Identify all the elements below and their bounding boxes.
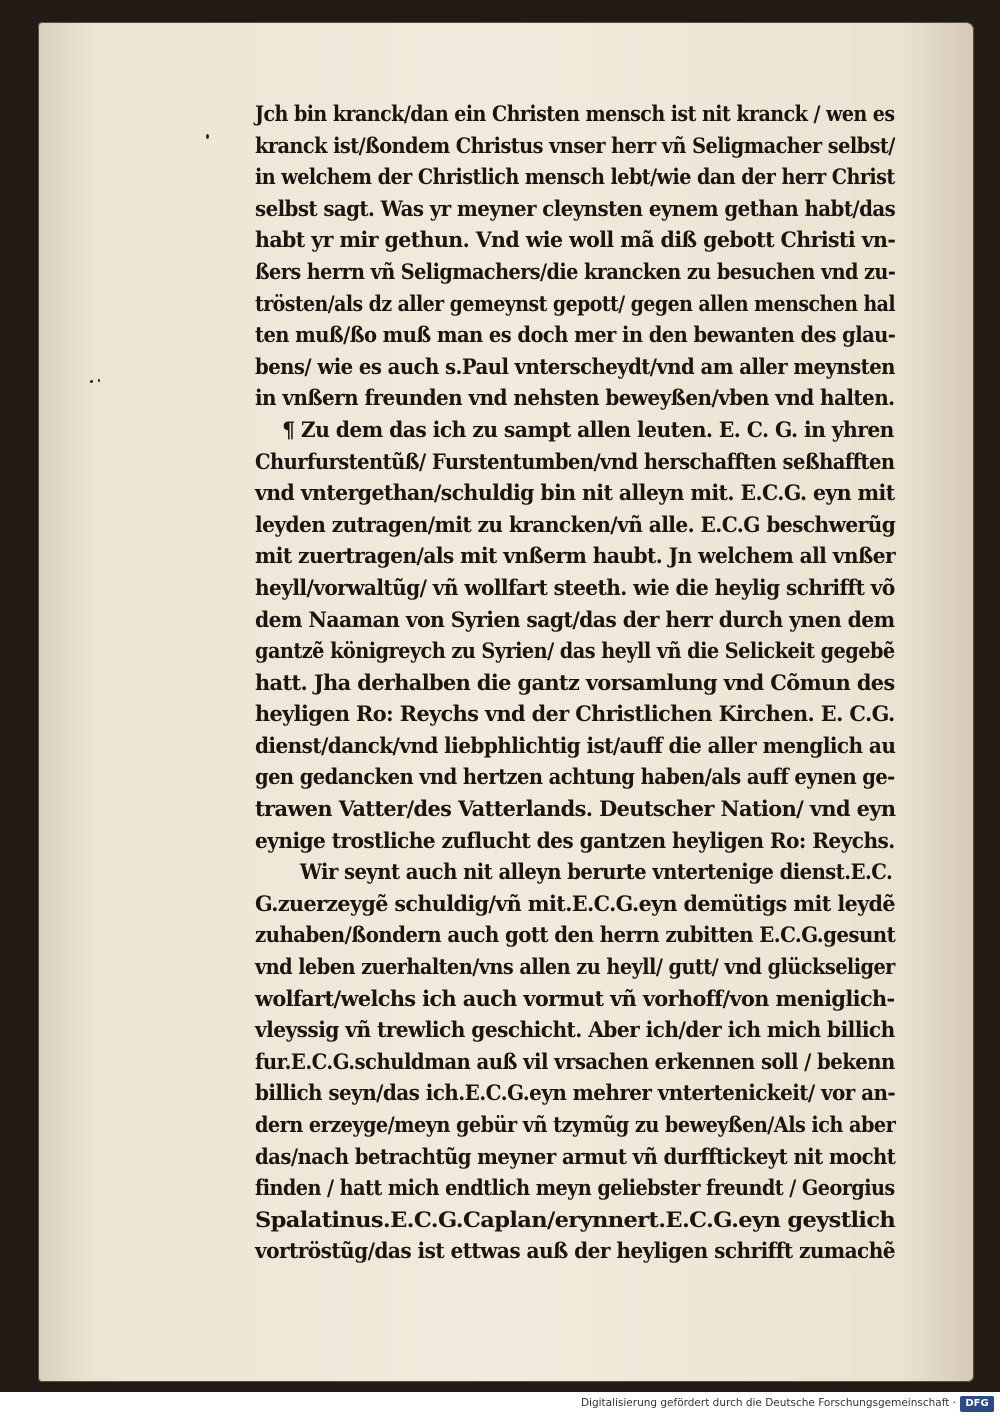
page-text — [255, 98, 895, 1267]
text-line: bens/ wie es auch s.Paul vnterscheydt/vnd am aller meynsten — [255, 353, 895, 379]
text-line: dienst/danck/vnd liebphlichtig ist/auff die aller menglich au — [255, 732, 896, 758]
text-line: selbst sagt. Was yr meyner cleynsten eynem gethan habt/das — [255, 195, 896, 221]
text-line: vortröstũg/das ist ettwas auß der heyligen schrifft zumachẽ — [255, 1238, 896, 1264]
text-line: heyligen Ro: Reychs vnd der Christlichen Kirchen. E. C.G. — [255, 701, 895, 727]
text-line: Wir seynt auch nit alleyn berurte vntertenige dienst.E.C. — [299, 859, 893, 885]
funding-credit: Digitalisierung gefördert durch die Deutsche Forschungsgemeinschaft · — [580, 1397, 956, 1409]
text-line: fur.E.C.G.schuldman auß vil vrsachen erkennen soll / bekenn — [255, 1048, 895, 1074]
text-line: hatt. Jha derhalben die gantz vorsamlung vnd Cõmun des — [255, 669, 895, 695]
text-line: zuhaben/ßondern auch gott den herrn zubitten E.C.G.gesunt — [255, 922, 896, 948]
text-line: finden / hatt mich endtlich meyn geliebster freundt / Georgius — [255, 1175, 895, 1201]
text-line: gen gedancken vnd hertzen achtung haben/als auff eynen ge- — [255, 764, 895, 790]
text-line: ßers herrn vñ Seligmachers/die krancken zu besuchen vnd zu- — [255, 258, 896, 284]
text-line: vnd leben zuerhalten/vns allen zu heyll/ gutt/ vnd glückseliger — [255, 954, 895, 980]
text-line: vleyssig vñ trewlich geschicht. Aber ich/der ich mich billich — [255, 1017, 895, 1043]
ink-speck — [206, 134, 209, 139]
footer-bar — [0, 1392, 1000, 1416]
text-line: billich seyn/das ich.E.C.G.eyn mehrer vntertenickeit/ vor an- — [255, 1080, 896, 1106]
text-line: in vnßern freunden vnd nehsten beweyßen/vben vnd halten. — [255, 385, 895, 411]
ink-speck — [98, 379, 100, 382]
text-line: leyden zutragen/mit zu krancken/vñ alle. E.C.G beschwerũg — [255, 511, 896, 537]
text-line: eynige trostliche zuflucht des gantzen heyligen Ro: Reychs. — [255, 827, 895, 853]
text-line: das/nach betrachtũg meyner armut vñ durfftickeyt nit mocht — [255, 1143, 896, 1169]
text-line: trawen Vatter/des Vatterlands. Deutscher Nation/ vnd eyn — [255, 796, 896, 822]
dfg-logo: DFG — [960, 1396, 994, 1412]
text-line: dern erzeyge/meyn gebür vñ tzymũg zu beweyßen/Als ich aber — [255, 1112, 896, 1137]
text-line: kranck ist/ßondem Christus vnser herr vñ Seligmacher selbst/ — [255, 132, 895, 158]
text-line: ¶ Zu dem das ich zu sampt allen leuten. E. C. G. in yhren — [282, 416, 894, 442]
text-line: dem Naaman von Syrien sagt/das der herr durch ynen dem — [255, 606, 895, 632]
text-line: Jch bin kranck/dan ein Christen mensch ist nit kranck / wen es — [255, 101, 895, 126]
text-line: Churfurstentũß/ Furstentumben/vnd herschafften seßhafften — [255, 448, 895, 474]
text-line: wolfart/welchs ich auch vormut vñ vorhoff/von meniglich- — [255, 985, 895, 1011]
text-line: gantzẽ königreych zu Syrien/ das heyll vñ die Selickeit gegebẽ — [255, 638, 895, 664]
text-line: trösten/als dz aller gemeynst gepott/ gegen allen menschen hal — [255, 290, 896, 316]
text-line: habt yr mir gethun. Vnd wie woll mã diß gebott Christi vn- — [255, 227, 896, 253]
text-line: Spalatinus.E.C.G.Caplan/erynnert.E.C.G.eyn geystlich — [255, 1206, 896, 1232]
text-line: ten muß/ßo muß man es doch mer in den bewanten des glau- — [255, 322, 896, 348]
text-line: heyll/vorwaltũg/ vñ wollfart steeth. wie die heylig schrifft võ — [255, 574, 895, 600]
text-line: mit zuertragen/als mit vnßerm haubt. Jn welchem all vnßer — [255, 543, 896, 569]
ink-speck — [90, 380, 93, 383]
text-line: in welchem der Christlich mensch lebt/wie dan der herr Christ — [255, 164, 895, 190]
text-line: G.zuerzeygẽ schuldig/vñ mit.E.C.G.eyn demütigs mit leydẽ — [255, 890, 895, 916]
text-line: vnd vntergethan/schuldig bin nit alleyn mit. E.C.G. eyn mit — [255, 480, 895, 506]
